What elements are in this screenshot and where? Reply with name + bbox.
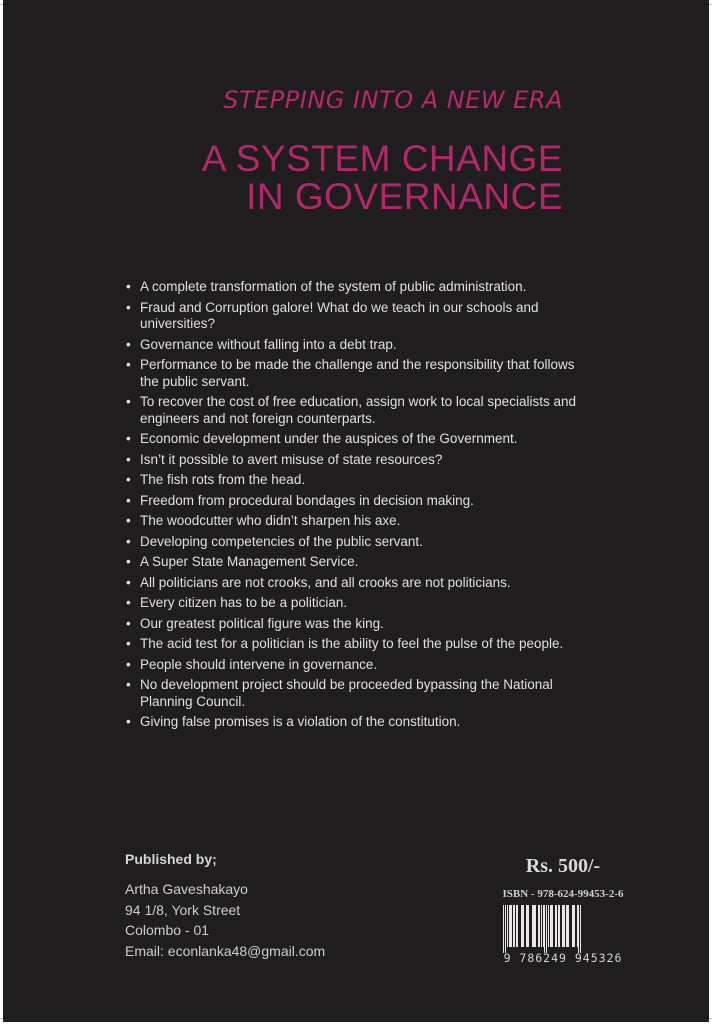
bullet-text: People should intervene in governance. [140, 656, 378, 672]
publisher-address-line-1: 94 1/8, York Street [125, 902, 241, 918]
bullet-dot-icon: • [126, 336, 131, 352]
bullet-item [125, 513, 585, 530]
bullet-item [125, 493, 585, 510]
bullet-dot-icon: • [126, 656, 131, 672]
bullet-dot-icon: • [126, 636, 131, 651]
bullet-text: Performance to be made the challenge and the responsibility that follows the public servant. [140, 357, 575, 389]
barcode-digits: 9 786249 945326 [503, 951, 623, 965]
bullet-item [125, 279, 585, 296]
bullet-item [125, 575, 585, 592]
bullet-item [125, 431, 585, 448]
bullet-dot-icon: • [126, 394, 131, 409]
bullet-text: The woodcutter who didn’t sharpen his axe. [140, 513, 401, 528]
bullet-dot-icon: • [126, 714, 131, 729]
bullet-dot-icon: • [126, 492, 131, 508]
publisher-email: Email: econlanka48@gmail.com [125, 943, 326, 959]
bullet-dot-icon: • [126, 451, 131, 467]
bullet-item [125, 595, 585, 612]
bullet-text: All politicians are not crooks, and all crooks are not politicians. [140, 574, 511, 590]
bullet-text: No development project should be proceeded bypassing the National Planning Council. [140, 677, 553, 709]
bullet-text: Isn’t it possible to avert misuse of state resources? [140, 451, 443, 467]
bullet-item [125, 357, 585, 390]
bullet-list [125, 279, 585, 735]
bullet-item [125, 337, 585, 354]
bullet-text: A complete transformation of the system of public administration. [140, 279, 527, 294]
cover-title-line-1: A SYSTEM CHANGE [201, 138, 563, 179]
bullet-text: Every citizen has to be a politician. [140, 595, 348, 610]
bullet-item [125, 554, 585, 571]
bullet-dot-icon: • [126, 554, 131, 569]
bullet-dot-icon: • [126, 574, 131, 590]
bullet-dot-icon: • [126, 472, 131, 487]
bullet-item [125, 616, 585, 633]
bullet-dot-icon: • [126, 299, 131, 315]
publisher-address-line-2: Colombo - 01 [125, 922, 210, 938]
bullet-dot-icon: • [126, 677, 131, 692]
isbn-label: ISBN - 978-624-99453-2-6 [502, 888, 624, 900]
bullet-item [125, 657, 585, 674]
bullet-dot-icon: • [126, 533, 131, 549]
bullet-text: A Super State Management Service. [140, 554, 359, 569]
price-label: Rs. 500/- [525, 855, 601, 877]
bullet-text: The fish rots from the head. [140, 472, 306, 487]
bullet-text: Developing competencies of the public servant. [140, 533, 423, 549]
book-back-cover [3, 0, 709, 1022]
bullet-item [125, 452, 585, 469]
bullet-dot-icon: • [126, 279, 131, 294]
bullet-item [125, 472, 585, 489]
barcode-icon [501, 905, 631, 953]
publisher-heading: Published by; [125, 851, 217, 867]
crop-mark [0, 4, 3, 5]
bullet-text: Our greatest political figure was the king. [140, 615, 384, 631]
bullet-dot-icon: • [126, 615, 131, 631]
bullet-item [125, 677, 585, 710]
bullet-dot-icon: • [126, 513, 131, 528]
bullet-text: Governance without falling into a debt trap. [140, 336, 397, 352]
bullet-dot-icon: • [126, 431, 131, 446]
bullet-dot-icon: • [126, 595, 131, 610]
cover-kicker: STEPPING INTO A NEW ERA [223, 86, 563, 114]
bullet-text: Freedom from procedural bondages in decision making. [140, 492, 474, 508]
bullet-text: Giving false promises is a violation of the constitution. [140, 714, 461, 729]
cover-title-line-2: IN GOVERNANCE [246, 176, 563, 217]
publisher-name: Artha Gaveshakayo [125, 881, 248, 897]
bullet-dot-icon: • [126, 357, 131, 372]
bullet-item [125, 714, 585, 731]
bullet-item [125, 534, 585, 551]
bullet-item [125, 300, 585, 333]
bullet-text: To recover the cost of free education, assign work to local specialists and engineers and not foreign counterparts. [140, 394, 576, 426]
crop-mark [0, 1018, 3, 1019]
bullet-item [125, 394, 585, 427]
bullet-item [125, 636, 585, 653]
cover-title [3, 140, 563, 216]
bullet-text: The acid test for a politician is the ability to feel the pulse of the people. [140, 636, 564, 651]
bullet-text: Fraud and Corruption galore! What do we teach in our schools and universities? [140, 299, 539, 331]
bullet-text: Economic development under the auspices of the Government. [140, 431, 518, 446]
